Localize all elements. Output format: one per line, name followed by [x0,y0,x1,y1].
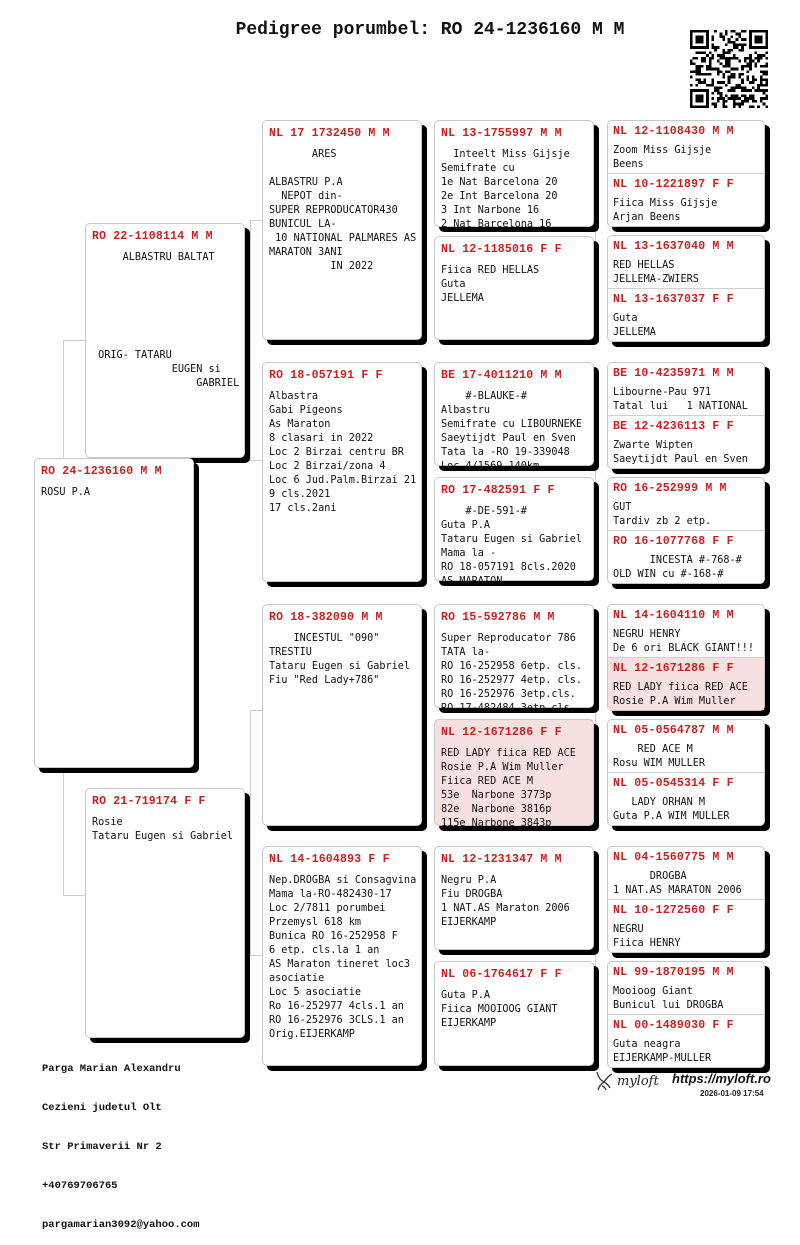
pigeon-notes: #-BLAUKE-# Albastru Semifrate cu LIBOURNEKE Saeytijdt Paul en Sven Tata la -RO 19-339048 Loc 4/1569 140km [441,391,583,472]
pigeon-card-subject[interactable] [34,458,194,768]
pigeon-notes: Zwarte Wipten Saeytijdt Paul en Sven [613,439,748,465]
ring-number: RO 21-719174 F F [92,795,206,808]
ring-number: NL 12-1185016 F F [441,243,562,256]
pigeon-entry[interactable] [608,847,764,900]
connector-line [595,415,596,530]
ring-number: NL 05-0545314 F F [613,776,734,790]
ring-number: NL 14-1604110 M M [613,609,734,622]
pigeon-card-sire[interactable] [85,223,245,458]
ring-number: NL 13-1637040 M M [613,240,734,253]
pigeon-notes: ARES ALBASTRU P.A NEPOT din- SUPER REPRODUCATOR430 BUNICUL LA- 10 NATIONAL PALMARES AS MARATON 3ANI IN 2022 [269,149,417,272]
pigeon-card-granddam-paternal[interactable] [262,362,422,582]
pigeon-notes: Inteelt Miss Gijsje Semifrate cu 1e Nat Barcelona 20 2e Int Barcelona 20 3 Int Narbone 16 2 Nat Barcelona 16 [441,149,570,230]
ring-number: NL 12-1231347 M M [441,853,562,866]
connector-line [250,460,262,461]
pigeon-notes: Super Reproducator 786 TATA la- RO 16-252958 6etp. cls. RO 16-252977 4etp. cls. RO 16-252976 3etp.cls. RO 17-482484 3etp.cls. [441,633,583,714]
ring-number: NL 04-1560775 M M [613,851,734,864]
pigeon-notes: Guta P.A Fiica MOOIOOG GIANT EIJERKAMP [441,990,558,1029]
pigeon-card-grandsire-maternal[interactable] [262,604,422,826]
qr-code-icon[interactable] [690,30,768,108]
pigeon-card-great-grandparent[interactable] [434,120,594,230]
pigeon-notes: Albastra Gabi Pigeons As Maraton 8 clasari in 2022 Loc 2 Birzai centru BR Loc 2 Birzai/zona 4 Loc 6 Jud.Palm.Birzai 21 9 cls.2021 17 cls.2ani [269,391,417,514]
pigeon-pair-card [607,120,765,227]
ring-number: NL 12-1108430 M M [613,125,734,138]
pigeon-notes: ALBASTRU BALTAT ORIG- TATARU EUGEN si GABRIEL [98,252,240,389]
ring-number: NL 05-0564787 M M [613,724,734,737]
pigeon-card-great-grandparent[interactable] [434,961,594,1066]
ring-number: NL 13-1755997 M M [441,127,562,140]
pigeon-card-great-grandparent[interactable] [434,236,594,340]
pigeon-entry[interactable] [608,900,764,953]
owner-email[interactable]: pargamarian3092@yahoo.com [42,1219,200,1231]
connector-line [250,710,262,711]
pigeon-card-granddam-maternal[interactable] [262,846,422,1066]
pigeon-entry-highlighted[interactable] [608,658,764,711]
pigeon-pair-card [607,961,765,1068]
pigeon-notes: #-DE-591-# Guta P.A Tataru Eugen si Gabriel Mama la - RO 18-057191 8cls.2020 AS MARATON [441,506,583,587]
pigeon-entry[interactable] [608,289,764,342]
logo-text: myloft [617,1073,659,1089]
connector-line [63,895,85,896]
website-link[interactable]: https://myloft.ro [672,1071,771,1086]
pigeon-card-great-grandparent[interactable] [434,846,594,950]
connector-line [595,900,596,1015]
pigeon-notes: Libourne-Pau 971 Tatal lui 1 NATIONAL [613,387,748,412]
pigeon-notes: RED HELLAS JELLEMA-ZWIERS [613,260,699,285]
ring-number: BE 12-4236113 F F [613,419,734,433]
owner-name: Parga Marian Alexandru [42,1063,181,1075]
ring-number: RO 16-252999 M M [613,482,727,495]
myloft-logo[interactable] [594,1070,659,1092]
connector-line [250,710,251,955]
ring-number: RO 15-592786 M M [441,611,555,624]
pigeon-pair-card [607,235,765,342]
ring-number: NL 13-1637037 F F [613,292,734,306]
pigeon-pair-card [607,362,765,469]
pigeon-entry[interactable] [608,121,764,174]
ring-number: BE 17-4011210 M M [441,369,562,382]
ring-number: NL 12-1671286 F F [441,726,562,739]
ring-number: RO 17-482591 F F [441,484,555,497]
ring-number: NL 14-1604893 F F [269,853,390,866]
pigeon-card-grandsire-paternal[interactable] [262,120,422,340]
ring-number: NL 00-1489030 F F [613,1018,734,1032]
pigeon-card-great-grandparent[interactable] [434,477,594,587]
connector-line [422,175,423,290]
owner-info [42,1037,200,1245]
pigeon-notes: Nep.DROGBA si Consagvina Mama la-RO-482430-17 Loc 2/7811 porumbei Przemysl 618 km Bunica RO 16-252958 F 6 etp. cls.la 1 an AS Maraton tineret loc3 asociatie Loc 5 asociatie Ro 16-252977 4cls.1 an RO 16-252976 3CLS.1 an Orig.EIJERKAMP [269,875,417,1040]
pigeon-notes: NEGRU HENRY De 6 ori BLACK GIANT!!! [613,629,755,654]
pigeon-entry[interactable] [608,773,764,826]
pigeon-notes: RED LADY fiica RED ACE Rosie P.A Wim Muller Fiica RED ACE M 53e Narbone 3773p 82e Narbone 3816p 115e Narbone 3843p [441,748,576,829]
pigeon-notes: GUT Tardiv zb 2 etp. [613,502,712,527]
ring-number: RO 16-1077768 F F [613,534,734,548]
pigeon-entry[interactable] [608,962,764,1015]
pigeon-notes: LADY ORHAN M Guta P.A WIM MULLER [613,796,730,822]
connector-line [595,175,596,290]
connector-line [422,900,423,1015]
pigeon-pair-card [607,719,765,826]
pigeon-notes: Zoom Miss Gijsje Beens [613,145,712,170]
pigeon-entry[interactable] [608,531,764,584]
pigeon-entry[interactable] [608,363,764,416]
connector-line [595,655,596,770]
pigeon-notes: Fiica RED HELLAS Guta JELLEMA [441,265,540,304]
pigeon-card-great-grandparent[interactable] [434,362,594,472]
print-timestamp: 2026-01-09 17:54 [700,1089,764,1098]
pigeon-pair-card [607,604,765,711]
connector-line [422,655,423,770]
connector-line [250,955,262,956]
ring-number: RO 18-382090 M M [269,611,383,624]
ring-number: NL 12-1671286 F F [613,661,734,675]
ring-number: NL 10-1272560 F F [613,903,734,917]
pigeon-card-great-grandparent-highlighted[interactable] [434,719,594,829]
pigeon-entry[interactable] [608,416,764,469]
connector-line [250,220,262,221]
pigeon-notes: Rosie Tataru Eugen si Gabriel [92,817,234,842]
pigeon-entry[interactable] [608,174,764,227]
page-title: Pedigree porumbel: RO 24-1236160 M M [235,20,625,40]
pigeon-pair-card [607,846,765,953]
ring-number: BE 10-4235971 M M [613,367,734,380]
owner-phone: +40769706765 [42,1180,118,1192]
pigeon-notes: Negru P.A Fiu DROGBA 1 NAT.AS Maraton 2006 EIJERKAMP [441,875,570,928]
pigeon-notes: RED ACE M Rosu WIM MULLER [613,744,706,769]
pigeon-notes: Mooioog Giant Bunicul lui DROGBA [613,986,724,1011]
connector-line [250,220,251,460]
ring-number: RO 18-057191 F F [269,369,383,382]
ring-number: RO 22-1108114 M M [92,230,213,243]
pigeon-entry[interactable] [608,236,764,289]
pigeon-card-dam[interactable] [85,788,245,1038]
pigeon-notes: Fiica Miss Gijsje Arjan Beens [613,197,718,223]
ring-number: NL 17 1732450 M M [269,127,390,140]
pigeon-notes: Guta JELLEMA [613,312,656,338]
connector-line [63,340,85,341]
ring-number: RO 24-1236160 M M [41,465,162,478]
owner-address-line1: Cezieni judetul Olt [42,1102,162,1114]
ring-number: NL 10-1221897 F F [613,177,734,191]
pigeon-notes: Guta neagra EIJERKAMP-MULLER [613,1038,712,1064]
pigeon-notes: ROSU P.A [41,487,91,498]
bird-logo-icon [594,1070,614,1092]
pigeon-card-great-grandparent[interactable] [434,604,594,714]
pigeon-pair-card [607,477,765,584]
pigeon-notes: DROGBA 1 NAT.AS MARATON 2006 [613,871,742,896]
pigeon-notes: NEGRU Fiica HENRY [613,923,681,949]
ring-number: NL 99-1870195 M M [613,966,734,979]
pigeon-notes: RED LADY fiica RED ACE Rosie P.A Wim Muller [613,681,748,707]
owner-address-line2: Str Primaverii Nr 2 [42,1141,162,1153]
pigeon-entry[interactable] [608,720,764,773]
ring-number: NL 06-1764617 F F [441,968,562,981]
connector-line [422,415,423,530]
pigeon-entry[interactable] [608,605,764,658]
pigeon-entry[interactable] [608,1015,764,1068]
pigeon-entry[interactable] [608,478,764,531]
pigeon-notes: INCESTA #-768-# OLD WIN cu #-168-# [613,554,742,580]
pigeon-notes: INCESTUL "090" TRESTIU Tataru Eugen si Gabriel Fiu "Red Lady+786" [269,633,411,686]
